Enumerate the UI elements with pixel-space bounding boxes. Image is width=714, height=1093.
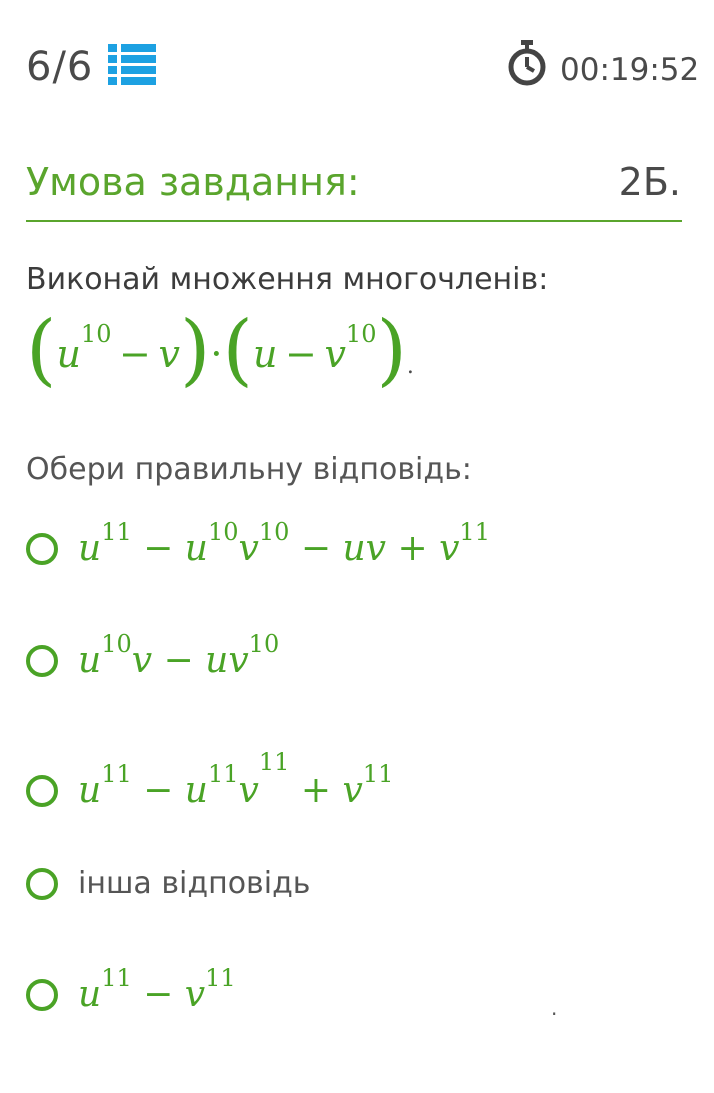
- option-4[interactable]: [26, 866, 311, 901]
- option-2-expression: $u^{10}v - uv^{10}$: [78, 630, 280, 681]
- radio-circle-icon[interactable]: [26, 533, 58, 565]
- option-2[interactable]: [26, 630, 280, 681]
- radio-circle-icon[interactable]: [26, 775, 58, 807]
- top-bar: [0, 0, 714, 140]
- radio-circle-icon[interactable]: [26, 868, 58, 900]
- task-statement: [26, 262, 548, 297]
- radio-circle-icon[interactable]: [26, 979, 58, 1011]
- timer: 00:19:52: [560, 52, 700, 88]
- option-3-expression: $u^{11} - u^{11}v^{11} + v^{11}$: [78, 748, 394, 811]
- task-text-bold: Виконай множення многочленів: [26, 262, 539, 297]
- condition-title: Умова завдання:: [26, 160, 360, 204]
- option-5-expression: $u^{11} - v^{11}$: [78, 964, 236, 1015]
- list-icon[interactable]: [108, 44, 156, 86]
- option-5[interactable]: [26, 964, 236, 1015]
- option-4-label: інша відповідь: [78, 866, 311, 901]
- answer-prompt: Обери правильну відповідь:: [26, 452, 472, 487]
- stopwatch-icon: [506, 40, 548, 86]
- task-expression: ( u 10 − v ) · ( u − v 10 ) .: [26, 305, 414, 395]
- stray-dot: .: [551, 996, 558, 1020]
- divider: [26, 220, 682, 222]
- option-1-expression: $u^{11} - u^{10}v^{10}$ − uv + $v^{11}$: [78, 518, 490, 569]
- points-value: 2Б.: [618, 160, 681, 204]
- option-3[interactable]: [26, 748, 394, 811]
- radio-circle-icon[interactable]: [26, 645, 58, 677]
- option-1[interactable]: [26, 518, 490, 569]
- question-counter: 6/6: [26, 44, 94, 90]
- task-text-colon: :: [538, 262, 549, 297]
